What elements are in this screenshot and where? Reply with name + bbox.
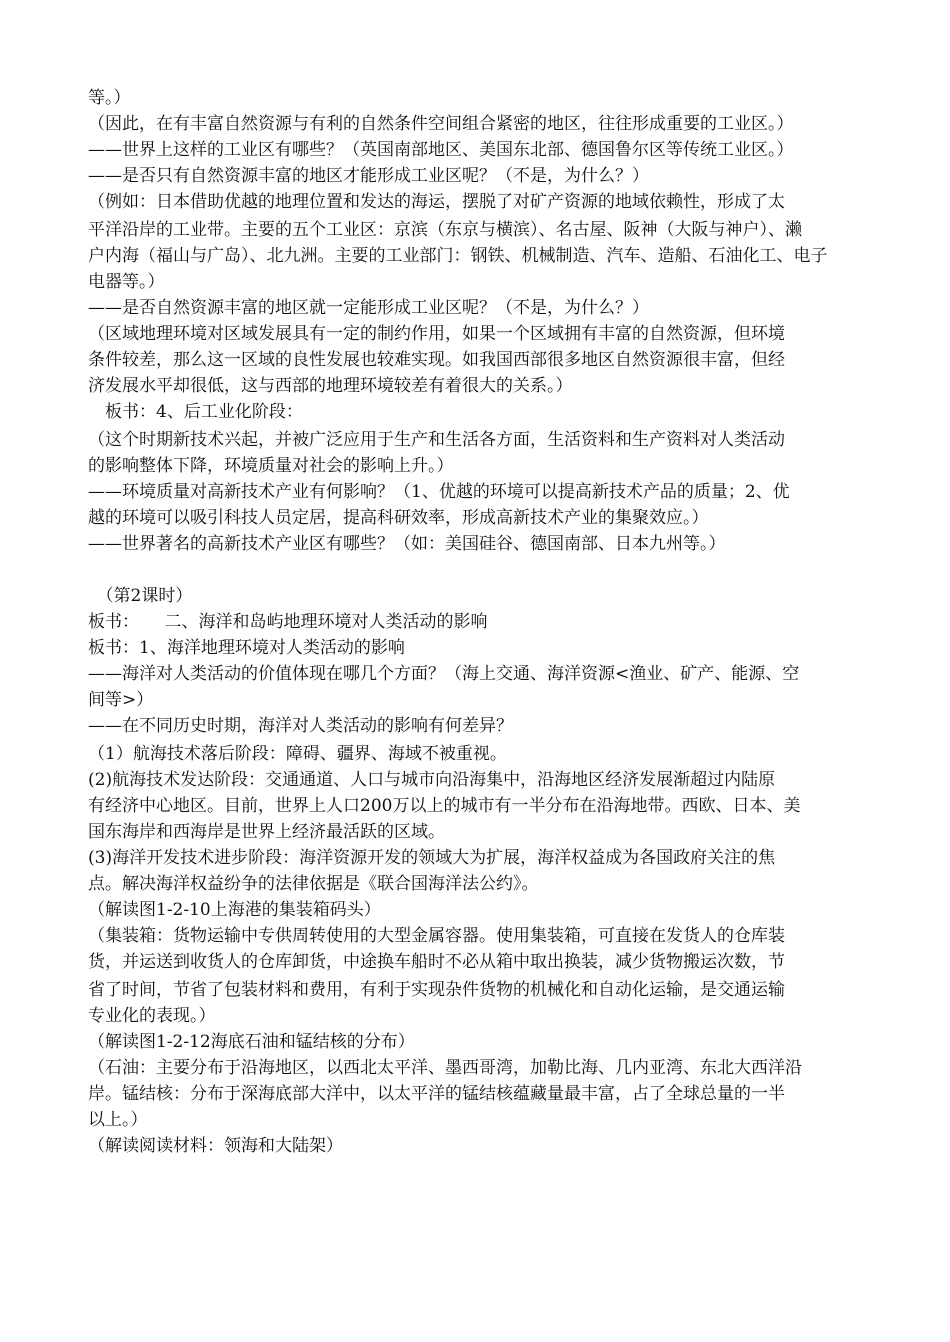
text-line: ——在不同历史时期，海洋对人类活动的影响有何差异？	[88, 716, 513, 736]
text-line: 点。解决海洋权益纷争的法律依据是《联合国海洋法公约》。	[88, 874, 539, 894]
text-line: 板书： 二、海洋和岛屿地理环境对人类活动的影响	[88, 612, 488, 632]
text-line: ——是否只有自然资源丰富的地区才能形成工业区呢？（不是，为什么？）	[88, 166, 649, 186]
text-line: ——海洋对人类活动的价值体现在哪几个方面？（海上交通、海洋资源<渔业、矿产、能源、空	[88, 664, 800, 684]
text-line: 户内海（福山与广岛）、北九洲。主要的工业部门：钢铁、机械制造、汽车、造船、石油化工、电子	[88, 246, 828, 266]
text-line: 专业化的表现。）	[88, 1006, 216, 1026]
text-line: 济发展水平却很低，这与西部的地理环境较差有着很大的关系。）	[88, 376, 573, 396]
text-line: 以上。）	[88, 1110, 148, 1130]
text-line	[88, 558, 868, 582]
text-line: （区域地理环境对区域发展具有一定的制约作用，如果一个区域拥有丰富的自然资源，但环境	[88, 324, 785, 344]
text-line: 有经济中心地区。目前，世界上人口200万以上的城市有一半分布在沿海地带。西欧、日本、美	[88, 796, 801, 816]
text-line: ——世界上这样的工业区有哪些？（英国南部地区、美国东北部、德国鲁尔区等传统工业区。）	[88, 140, 794, 160]
text-line: 电器等。）	[88, 272, 165, 292]
text-line: 条件较差，那么这一区域的良性发展也较难实现。如我国西部很多地区自然资源很丰富，但经	[88, 350, 785, 370]
text-line: （这个时期新技术兴起，并被广泛应用于生产和生活各方面，生活资料和生产资料对人类活动	[88, 430, 785, 450]
text-line: （例如：日本借助优越的地理位置和发达的海运，摆脱了对矿产资源的地域依赖性，形成了太	[88, 192, 785, 212]
text-line: （解读图1-2-10上海港的集装箱码头）	[88, 900, 381, 920]
text-line: 等。）	[88, 88, 131, 108]
text-line: 省了时间，节省了包装材料和费用，有利于实现杂件货物的机械化和自动化运输，是交通运输	[88, 980, 785, 1000]
text-line: (3)海洋开发技术进步阶段：海洋资源开发的领域大为扩展，海洋权益成为各国政府关注的焦	[88, 848, 776, 868]
text-line: ——环境质量对高新技术产业有何影响？（1、优越的环境可以提高新技术产品的质量；2、优	[88, 482, 790, 502]
text-line: 岸。锰结核：分布于深海底部大洋中，以太平洋的锰结核蕴藏量最丰富，占了全球总量的一半	[88, 1084, 785, 1104]
text-line: （解读阅读材料：领海和大陆架）	[88, 1136, 343, 1156]
text-line: （集装箱：货物运输中专供周转使用的大型金属容器。使用集装箱，可直接在发货人的仓库装	[88, 926, 785, 946]
text-line: ——是否自然资源丰富的地区就一定能形成工业区呢？（不是，为什么？）	[88, 298, 649, 318]
text-line: （解读图1-2-12海底石油和锰结核的分布）	[88, 1032, 415, 1052]
text-line: ——世界著名的高新技术产业区有哪些？（如：美国硅谷、德国南部、日本九州等。）	[88, 534, 726, 554]
text-line: （石油：主要分布于沿海地区，以西北太平洋、墨西哥湾，加勒比海、几内亚湾、东北大西洋沿	[88, 1058, 802, 1078]
text-line: 国东海岸和西海岸是世界上经济最活跃的区域。	[88, 822, 445, 842]
text-line: 板书：1、海洋地理环境对人类活动的影响	[88, 638, 405, 658]
text-line: 货，并运送到收货人的仓库卸货，中途换车船时不必从箱中取出换装，减少货物搬运次数，节	[88, 952, 785, 972]
text-line: 越的环境可以吸引科技人员定居，提高科研效率，形成高新技术产业的集聚效应。）	[88, 508, 709, 528]
text-line: 板书：4、后工业化阶段：	[88, 402, 303, 422]
text-line: 平洋沿岸的工业带。主要的五个工业区：京滨（东京与横滨）、名古屋、阪神（大阪与神户）、濑	[88, 220, 802, 240]
text-line: （第2课时）	[88, 586, 193, 606]
text-line: (2)航海技术发达阶段：交通通道、人口与城市向沿海集中，沿海地区经济发展渐超过内陆原	[88, 770, 776, 790]
text-line: （因此，在有丰富自然资源与有利的自然条件空间组合紧密的地区，往往形成重要的工业区。）	[88, 114, 794, 134]
text-line: 间等>）	[88, 690, 154, 710]
text-line: （1）航海技术落后阶段：障碍、疆界、海域不被重视。	[88, 744, 507, 764]
text-line: 的影响整体下降，环境质量对社会的影响上升。）	[88, 456, 454, 476]
